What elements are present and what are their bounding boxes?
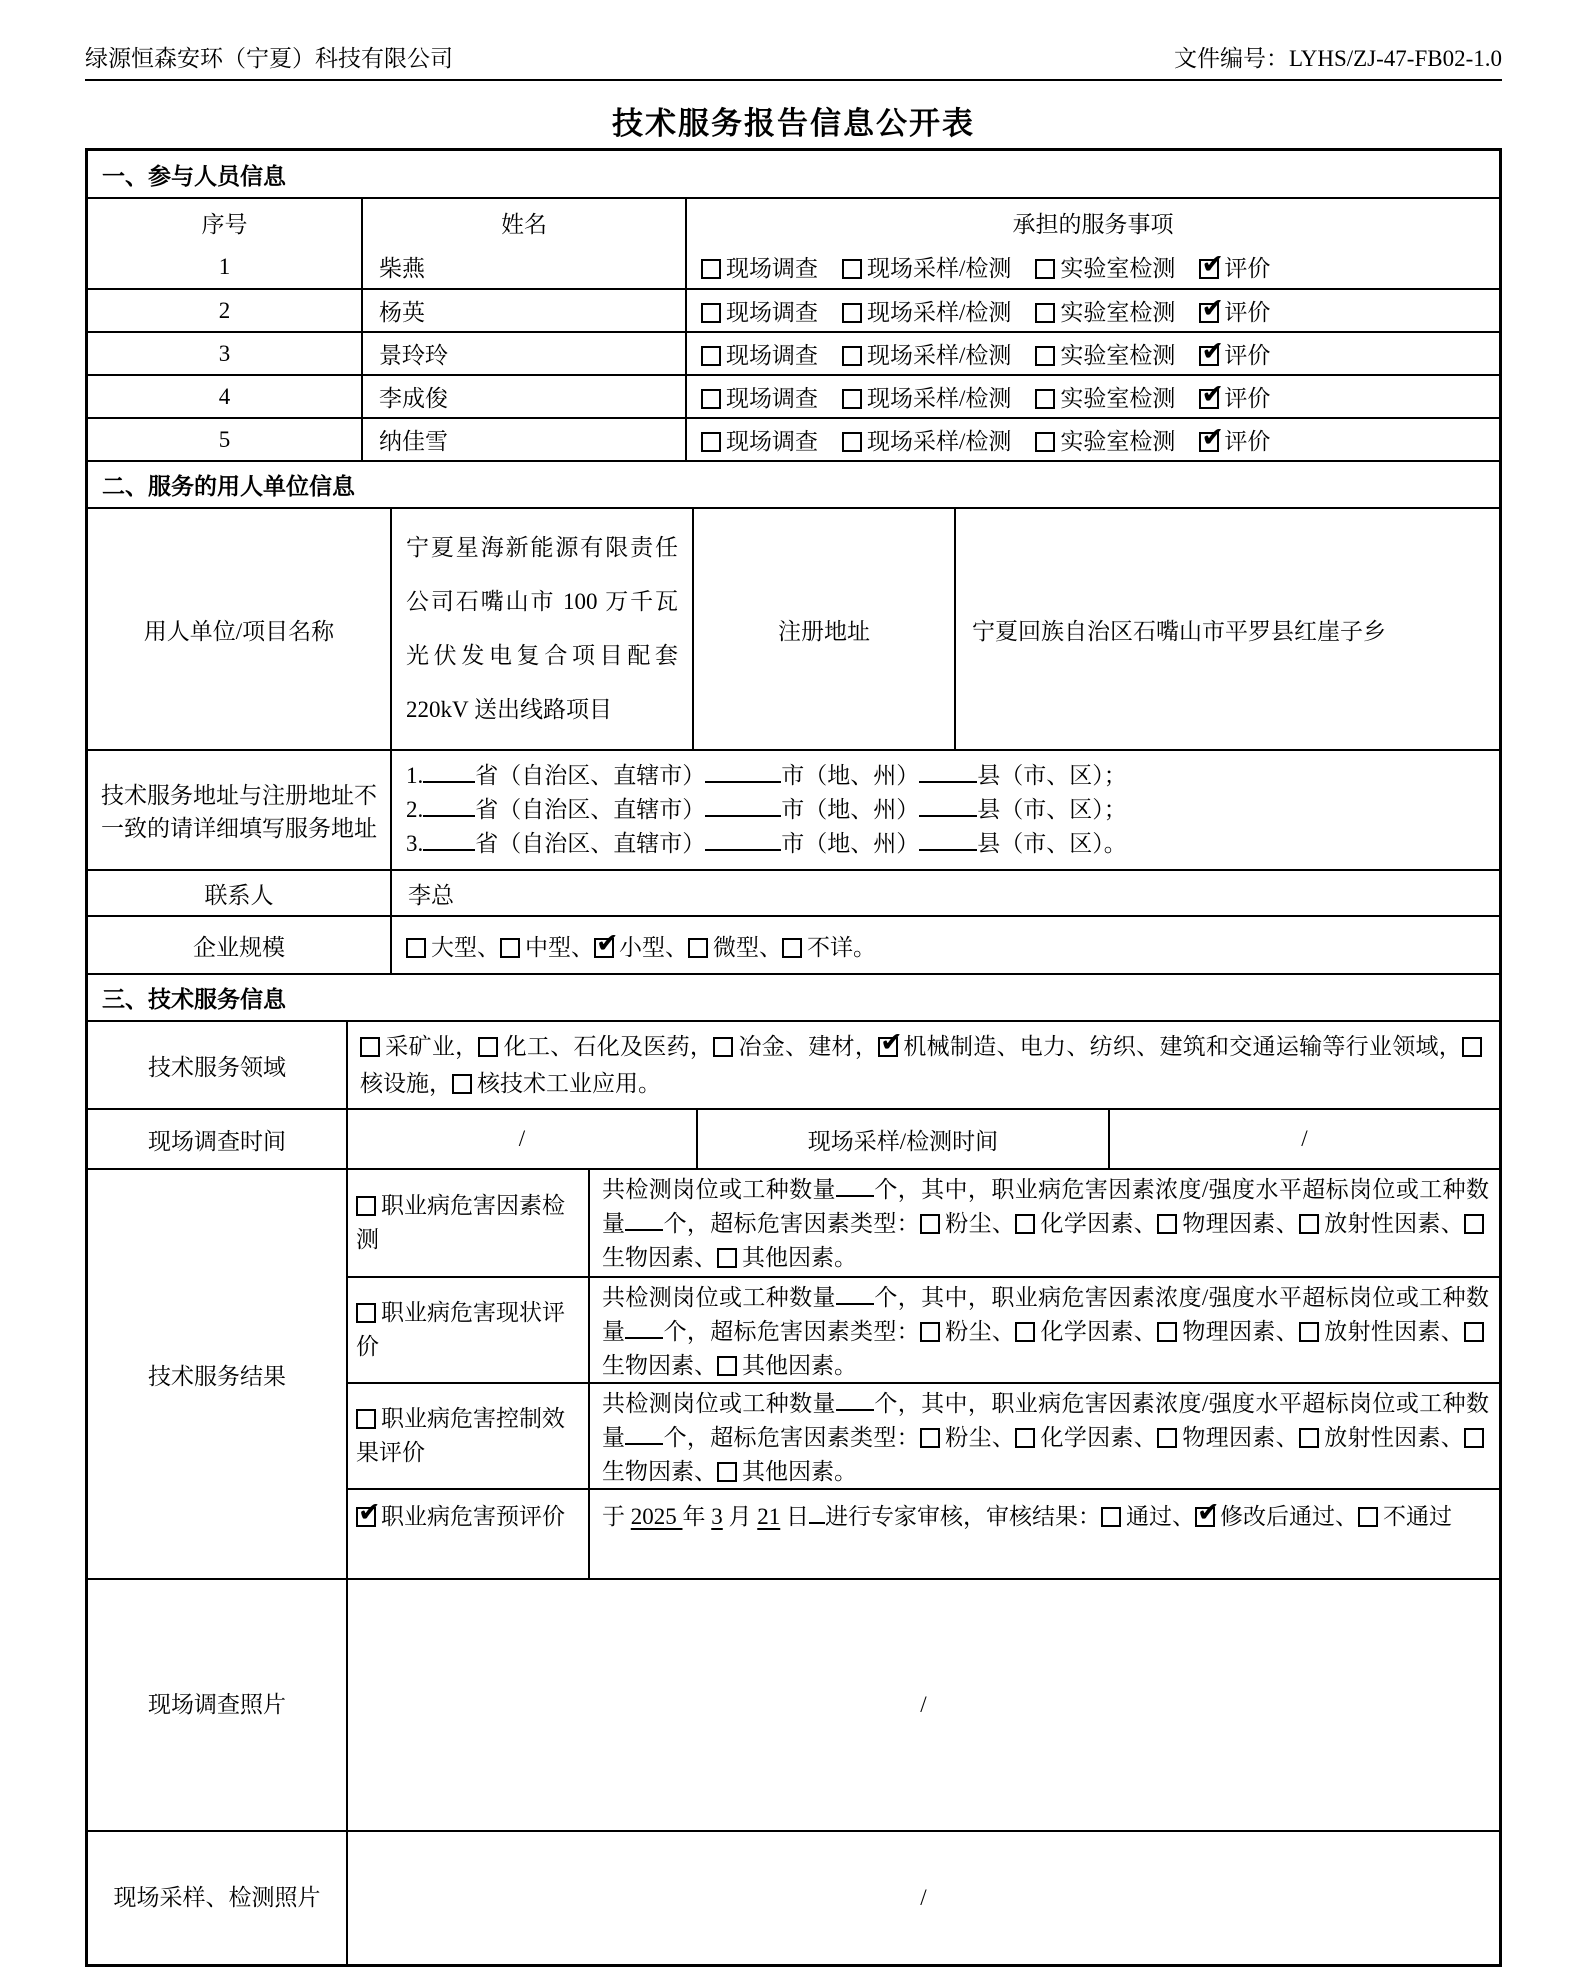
blank-line <box>423 794 475 817</box>
sampling-photo-row <box>88 1830 1499 1964</box>
unchecked-checkbox-icon <box>920 1428 940 1448</box>
cell-name: 李成俊 <box>361 376 685 417</box>
cell-services <box>685 333 1499 374</box>
checkbox-label: 实验室检测 <box>1060 386 1176 411</box>
unchecked-checkbox-icon <box>1101 1507 1121 1527</box>
checkbox-label: 职业病危害控制效果评价 <box>356 1406 565 1465</box>
result-item-row <box>348 1170 1499 1276</box>
checkbox-label: 实验室检测 <box>1060 429 1176 454</box>
text-run: 生物因素、 <box>602 1353 717 1378</box>
unchecked-checkbox-icon <box>1157 1214 1177 1234</box>
blank-line <box>705 760 781 783</box>
checkbox-label: 现场采样/检测 <box>867 256 1012 281</box>
unchecked-checkbox-icon <box>1299 1214 1319 1234</box>
unchecked-checkbox-icon <box>1035 432 1055 452</box>
sampling-photo-value: / <box>346 1832 1499 1964</box>
result-item-row <box>348 1488 1499 1578</box>
checkbox-label: 评价 <box>1224 300 1271 325</box>
unchecked-checkbox-icon <box>360 1037 380 1057</box>
service-results-items <box>346 1170 1499 1578</box>
text-run: 日 <box>780 1504 809 1529</box>
survey-photo-value: / <box>346 1580 1499 1830</box>
check-icon: ✔ <box>358 1497 381 1528</box>
text-run: 市（地、州） <box>781 763 920 788</box>
text-run: 其他因素。 <box>742 1353 857 1378</box>
checkbox-label: 现场调查 <box>726 300 818 325</box>
survey-time-label: 现场调查时间 <box>148 1128 286 1154</box>
unchecked-checkbox-icon <box>1464 1214 1484 1234</box>
unchecked-checkbox-icon <box>782 938 802 958</box>
checkbox-item <box>1035 337 1175 370</box>
checkbox-label: 职业病危害预评价 <box>381 1504 565 1529</box>
text-run: 于 <box>602 1504 631 1529</box>
option-suffix: 、 <box>759 934 782 960</box>
blank-line <box>919 794 977 817</box>
checkbox-item <box>842 337 1011 370</box>
checkbox-label: 评价 <box>1224 256 1271 281</box>
checkbox-item <box>1035 294 1175 327</box>
checkbox-item <box>594 929 688 962</box>
checked-checkbox-icon <box>1199 336 1225 367</box>
result-item-row <box>348 1276 1499 1382</box>
unchecked-checkbox-icon <box>1157 1428 1177 1448</box>
check-icon: ✔ <box>880 1027 903 1058</box>
text-run: 县（市、区）。 <box>977 831 1127 856</box>
text-run: 粉尘、 <box>944 1425 1016 1450</box>
table-row <box>88 331 1499 374</box>
unchecked-checkbox-icon <box>1015 1214 1035 1234</box>
service-field-label: 技术服务领域 <box>148 1054 286 1080</box>
checkbox-item <box>701 250 818 283</box>
unchecked-checkbox-icon <box>1464 1428 1484 1448</box>
sampling-time-label: 现场采样/检测时间 <box>696 1110 1108 1168</box>
result-item-option <box>348 1490 588 1578</box>
text-run: 放射性因素、 <box>1323 1211 1465 1236</box>
unchecked-checkbox-icon <box>452 1074 472 1094</box>
text-run: 修改后通过、 <box>1220 1504 1358 1529</box>
page-title: 技术服务报告信息公开表 <box>612 106 975 141</box>
cell-services <box>685 290 1499 331</box>
result-item-option <box>348 1384 588 1488</box>
checkbox-item <box>842 250 1011 283</box>
checkbox-label: 现场调查 <box>726 386 818 411</box>
cell-serial-no: 4 <box>218 383 231 409</box>
text-run: 共检测岗位或工种数量 <box>602 1285 836 1310</box>
text-run: 省（自治区、直辖市） <box>475 831 706 856</box>
result-item-option <box>348 1278 588 1382</box>
survey-photo-row <box>88 1578 1499 1830</box>
cell-services <box>685 376 1499 417</box>
doc-number <box>1174 40 1502 73</box>
result-item-desc <box>588 1170 1499 1276</box>
option-suffix: 、 <box>665 934 688 960</box>
unchecked-checkbox-icon <box>701 389 721 409</box>
text-run: 不通过 <box>1383 1504 1452 1529</box>
column-header-no: 序号 <box>201 211 248 237</box>
sampling-time-value: / <box>1108 1110 1499 1168</box>
unchecked-checkbox-icon <box>842 432 862 452</box>
checkbox-item <box>406 929 500 962</box>
checkbox-label: 核技术工业应用 <box>477 1071 638 1096</box>
text-run: 个，超标危害因素类型： <box>663 1211 920 1236</box>
blank-line <box>705 794 781 817</box>
unchecked-checkbox-icon <box>478 1037 498 1057</box>
cell-serial-no: 5 <box>218 426 231 452</box>
unchecked-checkbox-icon <box>920 1214 940 1234</box>
contact-value: 李总 <box>390 871 1499 915</box>
checkbox-item <box>842 423 1011 456</box>
participant-rows <box>88 245 1499 460</box>
checked-checkbox-icon <box>1195 1497 1220 1528</box>
checkbox-item <box>701 294 818 327</box>
text-run: 县（市、区）； <box>977 763 1127 788</box>
unchecked-checkbox-icon <box>842 303 862 323</box>
cell-serial-no: 1 <box>218 253 231 279</box>
check-icon: ✔ <box>1201 422 1225 453</box>
contact-label: 联系人 <box>204 882 274 908</box>
checkbox-item <box>688 929 782 962</box>
checkbox-item <box>356 1402 580 1470</box>
checkbox-label: 中型 <box>525 934 571 960</box>
checkbox-label: 现场采样/检测 <box>867 429 1012 454</box>
enterprise-scale-row <box>88 915 1499 973</box>
result-item-row <box>348 1382 1499 1488</box>
blank-line <box>705 828 781 851</box>
option-suffix: ， <box>455 1034 479 1059</box>
checkbox-label: 小型 <box>619 934 665 960</box>
checkbox-label: 现场采样/检测 <box>867 300 1012 325</box>
checkbox-label: 现场采样/检测 <box>867 343 1012 368</box>
text-run: 进行专家审核，审核结果： <box>825 1504 1101 1529</box>
text-run: 放射性因素、 <box>1323 1425 1465 1450</box>
doc-number-label: 文件编号： <box>1173 46 1289 71</box>
service-field-row <box>88 1020 1499 1108</box>
checkbox-label: 现场调查 <box>726 256 818 281</box>
text-run: 个，超标危害因素类型： <box>663 1319 920 1344</box>
checkbox-item <box>1035 380 1175 413</box>
blank-line <box>625 1208 663 1231</box>
unchecked-checkbox-icon <box>701 303 721 323</box>
checkbox-item <box>1035 423 1175 456</box>
checkbox-label: 核设施 <box>360 1071 429 1096</box>
text-run: 化学因素、 <box>1040 1425 1158 1450</box>
option-suffix: 。 <box>638 1071 661 1096</box>
column-header-services: 承担的服务事项 <box>685 199 1499 245</box>
cell-services <box>685 245 1499 288</box>
cell-name: 景玲玲 <box>361 333 685 374</box>
employer-label: 用人单位/项目名称 <box>143 618 335 644</box>
text-run: 个，其中，职业病危害因素浓度/强度水平超标岗位或工种数量 <box>602 1391 1490 1450</box>
checkbox-item <box>842 380 1011 413</box>
checkbox-item <box>701 337 818 370</box>
checkbox-item <box>1199 337 1270 370</box>
unchecked-checkbox-icon <box>1299 1322 1319 1342</box>
unchecked-checkbox-icon <box>1015 1322 1035 1342</box>
blank-line <box>625 1422 663 1445</box>
text-run: 物理因素、 <box>1182 1425 1299 1450</box>
text-run: 粉尘、 <box>944 1211 1016 1236</box>
service-address-line <box>406 827 1499 861</box>
checkbox-label: 职业病危害因素检测 <box>356 1193 565 1252</box>
section1-heading: 一、参与人员信息 <box>102 163 286 189</box>
option-suffix: 、 <box>477 934 500 960</box>
contact-row <box>88 869 1499 915</box>
text-run: 县（市、区）； <box>977 797 1127 822</box>
unchecked-checkbox-icon <box>701 259 721 279</box>
section3-heading: 三、技术服务信息 <box>88 973 1499 1020</box>
unchecked-checkbox-icon <box>500 938 520 958</box>
check-icon: ✔ <box>1201 336 1225 367</box>
checkbox-label: 现场调查 <box>726 429 818 454</box>
option-suffix: ， <box>689 1034 714 1059</box>
result-item-option <box>348 1170 588 1276</box>
service-results-label: 技术服务结果 <box>148 1363 286 1389</box>
unchecked-checkbox-icon <box>842 259 862 279</box>
unchecked-checkbox-icon <box>356 1303 376 1323</box>
text-run: 个，其中，职业病危害因素浓度/强度水平超标岗位或工种数量 <box>602 1285 1490 1344</box>
text-run: 粉尘、 <box>944 1319 1016 1344</box>
unchecked-checkbox-icon <box>356 1409 376 1429</box>
text-run: 1. <box>406 763 424 788</box>
text-run: 物理因素、 <box>1182 1319 1299 1344</box>
unchecked-checkbox-icon <box>1358 1507 1378 1527</box>
service-address-line <box>406 759 1499 793</box>
unchecked-checkbox-icon <box>1035 346 1055 366</box>
text-run: 2. <box>406 797 424 822</box>
checkbox-item <box>452 1071 661 1096</box>
text-run: 个，超标危害因素类型： <box>663 1425 920 1450</box>
service-field-options <box>346 1022 1499 1108</box>
text-run: 物理因素、 <box>1182 1211 1299 1236</box>
cell-name: 柴燕 <box>361 245 685 288</box>
doc-number-value: LYHS/ZJ-47-FB02-1.0 <box>1288 46 1502 71</box>
checkbox-label: 机械制造、电力、纺织、建筑和交通运输等行业领域 <box>903 1034 1439 1059</box>
checkbox-label: 职业病危害现状评价 <box>356 1300 565 1359</box>
cell-name: 杨英 <box>361 290 685 331</box>
checkbox-item <box>1199 380 1270 413</box>
option-suffix: 、 <box>571 934 594 960</box>
checkbox-item <box>356 1189 580 1257</box>
blank-line <box>423 760 475 783</box>
checkbox-item <box>356 1296 580 1364</box>
checkbox-item <box>360 1034 478 1059</box>
section1-header-row <box>88 197 1499 245</box>
table-row <box>88 288 1499 331</box>
table-row <box>88 374 1499 417</box>
text-run: 共检测岗位或工种数量 <box>602 1177 836 1202</box>
checkbox-item <box>713 1034 878 1059</box>
text-run: 生物因素、 <box>602 1245 717 1270</box>
service-results-row <box>88 1168 1499 1578</box>
checkbox-label: 大型 <box>431 934 477 960</box>
table-row <box>88 245 1499 288</box>
table-row <box>88 417 1499 460</box>
check-icon: ✔ <box>1201 293 1225 324</box>
text-run: 其他因素。 <box>742 1245 857 1270</box>
unchecked-checkbox-icon <box>356 1196 376 1216</box>
cell-serial-no: 2 <box>218 297 231 323</box>
underlined-value: 2025 <box>630 1504 683 1529</box>
checkbox-label: 微型 <box>713 934 759 960</box>
check-icon: ✔ <box>1201 249 1225 280</box>
employer-row <box>88 507 1499 749</box>
check-icon: ✔ <box>1201 379 1225 410</box>
survey-photo-label: 现场调查照片 <box>148 1692 286 1717</box>
checkbox-item <box>500 929 594 962</box>
option-suffix: 。 <box>853 934 876 960</box>
blank-line <box>423 828 475 851</box>
cell-name: 纳佳雪 <box>361 419 685 460</box>
enterprise-scale-label: 企业规模 <box>193 934 285 960</box>
time-row <box>88 1108 1499 1168</box>
checkbox-label: 冶金、建材 <box>738 1034 855 1059</box>
checkbox-item <box>701 423 818 456</box>
unchecked-checkbox-icon <box>1035 303 1055 323</box>
checkbox-item <box>842 294 1011 327</box>
checkbox-label: 评价 <box>1224 343 1271 368</box>
text-run: 化学因素、 <box>1040 1211 1158 1236</box>
underlined-value: 21 <box>757 1504 781 1529</box>
checked-checkbox-icon <box>1199 293 1225 324</box>
text-run: 化学因素、 <box>1040 1319 1158 1344</box>
checkbox-label: 实验室检测 <box>1060 256 1176 281</box>
text-run: 省（自治区、直辖市） <box>475 797 706 822</box>
result-item-desc <box>588 1278 1499 1382</box>
checkbox-label: 现场采样/检测 <box>867 386 1012 411</box>
underlined-value: 3 <box>711 1504 723 1529</box>
checkbox-label: 采矿业 <box>385 1034 456 1059</box>
blank-line <box>836 1174 874 1197</box>
check-icon: ✔ <box>596 927 619 959</box>
unchecked-checkbox-icon <box>717 1462 737 1482</box>
unchecked-checkbox-icon <box>1157 1322 1177 1342</box>
option-suffix: ， <box>429 1071 452 1096</box>
column-header-name: 姓名 <box>361 199 685 245</box>
survey-time-value: / <box>346 1110 696 1168</box>
text-run: 3. <box>406 831 424 856</box>
check-icon: ✔ <box>1197 1497 1220 1528</box>
unchecked-checkbox-icon <box>920 1322 940 1342</box>
unchecked-checkbox-icon <box>1464 1322 1484 1342</box>
checkbox-label: 实验室检测 <box>1060 300 1176 325</box>
service-address-label: 技术服务地址与注册地址不一致的请详细填写服务地址 <box>101 783 377 841</box>
checked-checkbox-icon <box>1199 379 1225 410</box>
checkbox-item <box>1199 423 1270 456</box>
unchecked-checkbox-icon <box>1299 1428 1319 1448</box>
checked-checkbox-icon <box>594 927 619 959</box>
checked-checkbox-icon <box>1199 249 1225 280</box>
text-run: 其他因素。 <box>742 1459 857 1484</box>
checkbox-label: 不详 <box>807 934 853 960</box>
unchecked-checkbox-icon <box>701 346 721 366</box>
employer-value: 宁夏星海新能源有限责任公司石嘴山市 100 万千瓦光伏发电复合项目配套 220kV 送出线路项目 <box>390 509 692 749</box>
cell-services <box>685 419 1499 460</box>
unchecked-checkbox-icon <box>1035 259 1055 279</box>
section2-heading: 二、服务的用人单位信息 <box>88 460 1499 507</box>
sampling-photo-label: 现场采样、检测照片 <box>113 1885 321 1910</box>
checked-checkbox-icon <box>1199 422 1225 453</box>
checkbox-item <box>356 1497 565 1534</box>
text-run: 共检测岗位或工种数量 <box>602 1391 836 1416</box>
checkbox-item <box>1199 250 1270 283</box>
text-run: 省（自治区、直辖市） <box>475 763 706 788</box>
unchecked-checkbox-icon <box>406 938 426 958</box>
enterprise-scale-options <box>390 917 1499 973</box>
unchecked-checkbox-icon <box>1462 1037 1482 1057</box>
service-address-lines <box>390 751 1499 869</box>
checkbox-item <box>1199 294 1270 327</box>
blank-line <box>919 828 977 851</box>
unchecked-checkbox-icon <box>701 432 721 452</box>
checkbox-label: 评价 <box>1224 386 1271 411</box>
unchecked-checkbox-icon <box>842 389 862 409</box>
text-run: 生物因素、 <box>602 1459 717 1484</box>
checkbox-label: 化工、石化及医药 <box>503 1034 690 1059</box>
checked-checkbox-icon <box>356 1497 381 1528</box>
blank-line <box>625 1316 663 1339</box>
checkbox-label: 实验室检测 <box>1060 343 1176 368</box>
option-suffix: ， <box>854 1034 879 1059</box>
checkbox-label: 现场调查 <box>726 343 818 368</box>
text-run: 放射性因素、 <box>1323 1319 1465 1344</box>
document-header <box>85 40 1502 81</box>
form-table <box>85 148 1502 1967</box>
checkbox-item <box>478 1034 713 1059</box>
unchecked-checkbox-icon <box>717 1356 737 1376</box>
company-name: 绿源恒森安环（宁夏）科技有限公司 <box>85 46 453 71</box>
text-run: 年 <box>682 1504 712 1529</box>
checkbox-label: 评价 <box>1224 429 1271 454</box>
blank-line <box>919 760 977 783</box>
text-run: 市（地、州） <box>781 797 920 822</box>
blank-line <box>836 1282 874 1305</box>
unchecked-checkbox-icon <box>713 1037 733 1057</box>
unchecked-checkbox-icon <box>842 346 862 366</box>
blank-line <box>836 1388 874 1411</box>
unchecked-checkbox-icon <box>1035 389 1055 409</box>
cell-serial-no: 3 <box>218 340 231 366</box>
checkbox-item <box>878 1027 1463 1059</box>
checkbox-item <box>782 929 876 962</box>
result-item-desc <box>588 1384 1499 1488</box>
service-address-row <box>88 749 1499 869</box>
checkbox-item <box>1035 250 1175 283</box>
unchecked-checkbox-icon <box>717 1248 737 1268</box>
unchecked-checkbox-icon <box>1015 1428 1035 1448</box>
checked-checkbox-icon <box>878 1027 903 1058</box>
service-address-line <box>406 793 1499 827</box>
blank-line <box>809 1501 825 1524</box>
result-item-desc <box>588 1490 1499 1578</box>
text-run: 通过、 <box>1126 1504 1195 1529</box>
text-run: 市（地、州） <box>781 831 920 856</box>
option-suffix: ， <box>1438 1034 1463 1059</box>
registered-address-value: 宁夏回族自治区石嘴山市平罗县红崖子乡 <box>954 509 1499 749</box>
unchecked-checkbox-icon <box>688 938 708 958</box>
registered-address-label: 注册地址 <box>692 509 954 749</box>
checkbox-item <box>701 380 818 413</box>
text-run: 个，其中，职业病危害因素浓度/强度水平超标岗位或工种数量 <box>602 1177 1490 1236</box>
text-run: 月 <box>722 1504 758 1529</box>
